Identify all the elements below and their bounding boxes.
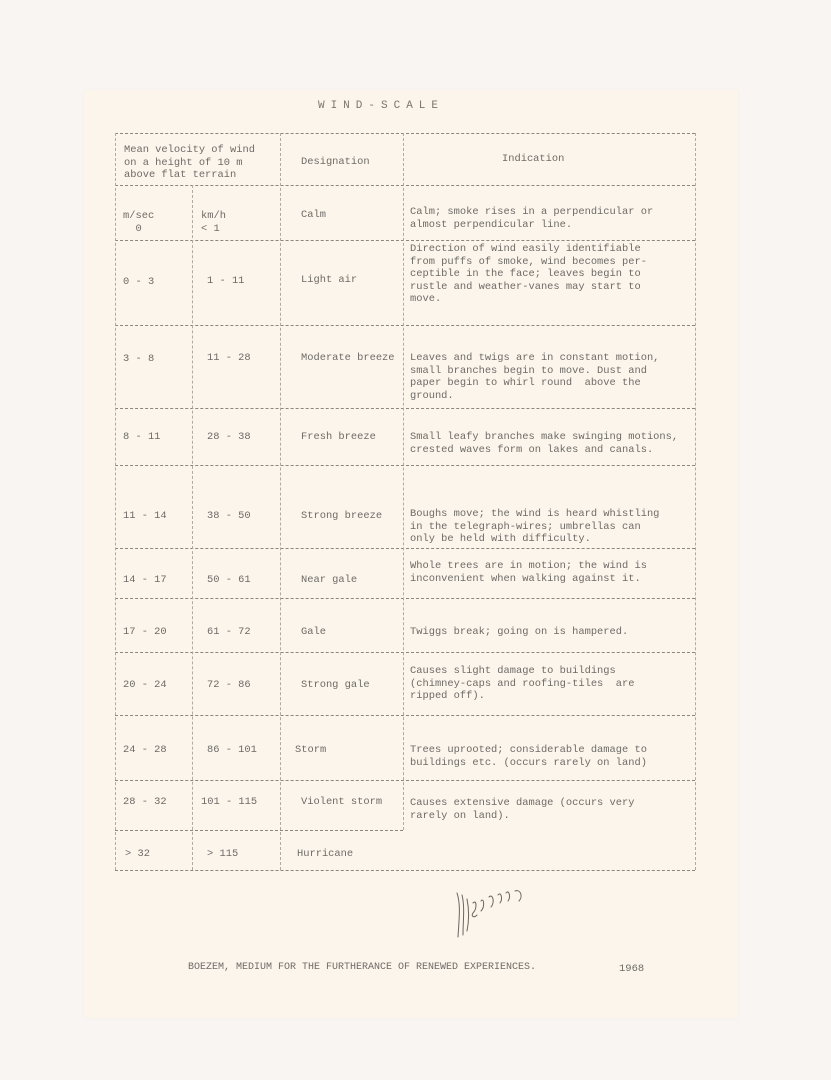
- row-ms: 14 - 17: [123, 574, 167, 586]
- rule: [115, 465, 695, 466]
- rule: [115, 548, 695, 549]
- row-indication: Twiggs break; going on is hampered.: [410, 626, 629, 638]
- row-designation: Moderate breeze: [301, 352, 395, 364]
- row-ms: 28 - 32: [123, 796, 167, 808]
- header-indication: Indication: [502, 153, 565, 165]
- row-indication: Leaves and twigs are in constant motion, small branches begin to move. Dust and paper begin to whirl round above the ground.: [410, 352, 660, 402]
- row-kmh: 86 - 101: [207, 744, 257, 756]
- row-designation: Storm: [295, 744, 327, 756]
- row-indication: Direction of wind easily identifiable from puffs of smoke, wind becomes per- ceptible in the face; leaves begin to rustle and weather-vanes may start to move.: [410, 243, 647, 306]
- rule-header-bottom: [115, 185, 695, 186]
- row-designation: Strong breeze: [301, 510, 383, 522]
- row-designation: Strong gale: [301, 679, 370, 691]
- row-designation: Near gale: [301, 574, 358, 586]
- rule-top: [115, 133, 695, 134]
- row-ms: 11 - 14: [123, 510, 167, 522]
- col-line-indication: [403, 133, 404, 830]
- row-indication: Whole trees are in motion; the wind is inconvenient when walking against it.: [410, 560, 647, 585]
- row-ms: 24 - 28: [123, 744, 167, 756]
- row-designation: Violent storm: [301, 796, 383, 808]
- rule: [115, 780, 695, 781]
- row-indication: Boughs move; the wind is heard whistling in the telegraph-wires; umbrellas can only be held with difficulty.: [410, 508, 660, 546]
- rule: [115, 408, 695, 409]
- row-kmh: 72 - 86: [207, 679, 251, 691]
- col-line-designation: [280, 133, 281, 870]
- signature: [451, 885, 541, 945]
- col-line-kmh: [192, 185, 193, 870]
- col-line-left: [115, 133, 116, 870]
- row-ms: 3 - 8: [123, 353, 155, 365]
- row-kmh: 38 - 50: [207, 510, 251, 522]
- row-kmh: km/h < 1: [201, 210, 226, 235]
- row-indication: Trees uprooted; considerable damage to buildings etc. (occurs rarely on land): [410, 744, 647, 769]
- rule: [115, 652, 695, 653]
- wind-scale-table: [115, 133, 695, 870]
- footer-caption: BOEZEM, MEDIUM FOR THE FURTHERANCE OF RENEWED EXPERIENCES.: [188, 962, 537, 973]
- row-ms: 0 - 3: [123, 276, 155, 288]
- row-designation: Gale: [301, 626, 326, 638]
- footer-year: 1968: [619, 963, 645, 975]
- row-ms: m/sec 0: [123, 210, 155, 235]
- col-line-right: [695, 133, 696, 870]
- row-ms: 8 - 11: [123, 431, 161, 443]
- row-kmh: 101 - 115: [201, 796, 258, 808]
- document-sheet: [84, 90, 738, 1018]
- row-indication: Calm; smoke rises in a perpendicular or almost perpendicular line.: [410, 206, 654, 231]
- rule: [115, 715, 695, 716]
- row-designation: Fresh breeze: [301, 431, 376, 443]
- rule: [115, 325, 695, 326]
- row-kmh: 11 - 28: [207, 352, 251, 364]
- row-indication: Causes slight damage to buildings (chimney-caps and roofing-tiles are ripped off).: [410, 665, 635, 703]
- row-designation: Calm: [301, 209, 326, 221]
- row-ms: 20 - 24: [123, 679, 167, 691]
- row-designation: Light air: [301, 274, 358, 286]
- row-indication: Small leafy branches make swinging motions, crested waves form on lakes and canals.: [410, 431, 679, 456]
- row-kmh: 61 - 72: [207, 626, 251, 638]
- row-ms: 17 - 20: [123, 626, 167, 638]
- rule-bottom: [115, 870, 695, 871]
- rule: [115, 240, 695, 241]
- header-designation: Designation: [301, 156, 370, 168]
- row-indication: Causes extensive damage (occurs very rarely on land).: [410, 797, 635, 822]
- rule: [115, 598, 695, 599]
- header-velocity: Mean velocity of wind on a height of 10 m above flat terrain: [124, 144, 255, 182]
- row-kmh: 50 - 61: [207, 574, 251, 586]
- row-kmh: 1 - 11: [207, 275, 245, 287]
- row-designation: Hurricane: [297, 848, 354, 860]
- rule: [115, 830, 403, 831]
- row-ms: > 32: [125, 848, 150, 860]
- row-kmh: 28 - 38: [207, 431, 251, 443]
- row-kmh: > 115: [207, 848, 239, 860]
- document-title: WIND-SCALE: [317, 100, 444, 112]
